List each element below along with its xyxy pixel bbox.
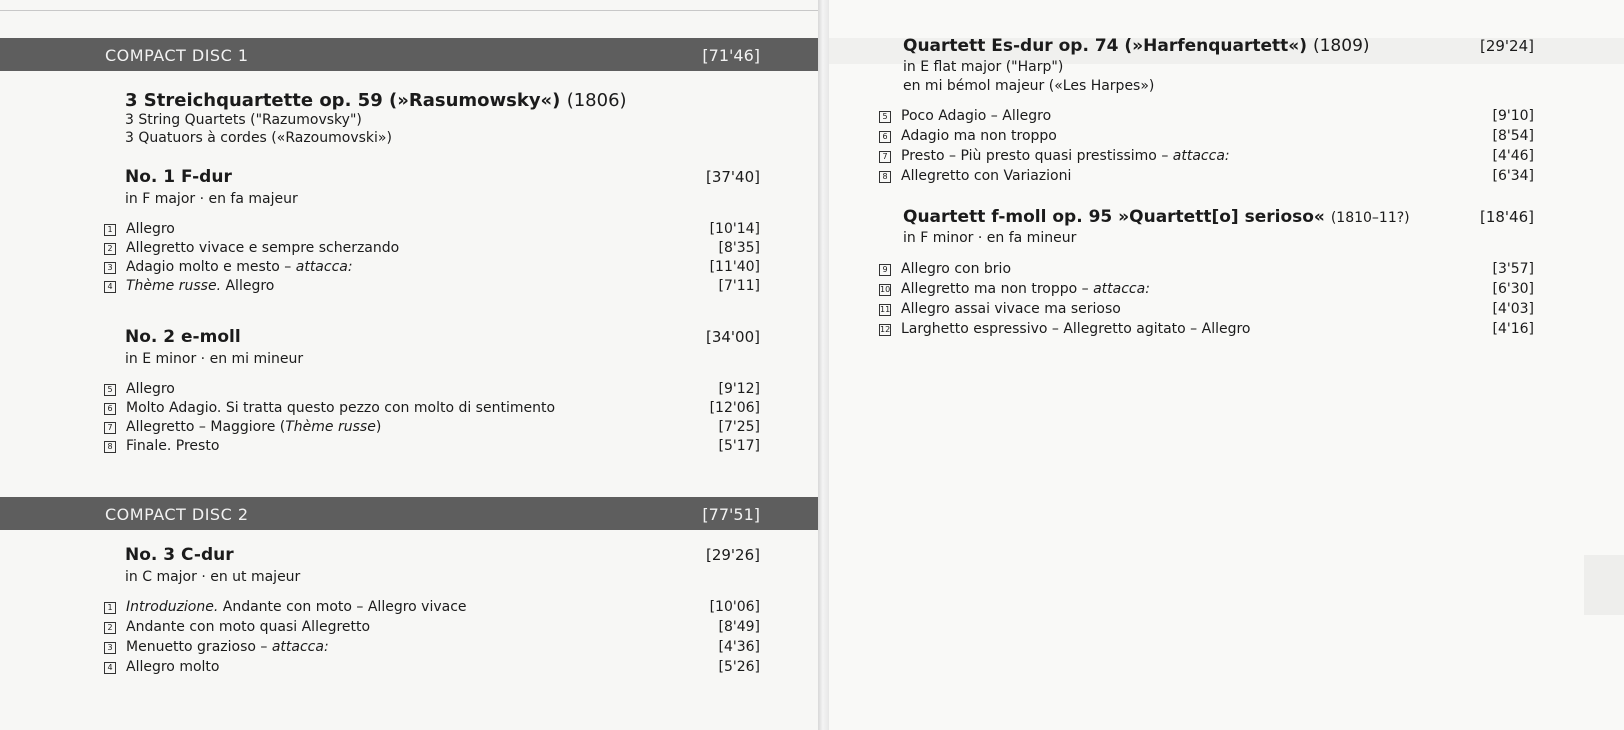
track-title-italic: attacca: — [1093, 281, 1150, 297]
track-duration: [7'25] — [718, 419, 760, 435]
track-number: 5 — [104, 384, 116, 396]
track-title: Allegro — [126, 221, 175, 237]
track-title-italic: attacca: — [1172, 148, 1230, 164]
track-number: 7 — [104, 422, 116, 434]
track-title: Presto – Più presto quasi prestissimo – — [901, 148, 1173, 164]
track-duration: [11'40] — [709, 259, 760, 275]
quartet-1-title: No. 1 F-dur — [125, 167, 232, 187]
track-duration: [12'06] — [709, 400, 760, 416]
quartet-2-key: in E minor · en mi mineur — [125, 351, 304, 367]
op95-title — [903, 207, 1410, 227]
track-title-italic: attacca: — [295, 259, 353, 275]
op74-sub-fr: en mi bémol majeur («Les Harpes») — [903, 78, 1155, 94]
page-gutter — [818, 0, 829, 730]
track-title: Allegretto vivace e sempre scherzando — [126, 240, 400, 256]
track-title: Finale. Presto — [126, 438, 220, 454]
track-title: Larghetto espressivo – Allegretto agitato – Allegro — [901, 321, 1251, 337]
track-duration: [7'11] — [718, 278, 760, 294]
track-row — [104, 400, 555, 416]
track-number: 1 — [104, 224, 116, 236]
work-title-text: 3 Streichquartette op. 59 (»Rasumowsky«) — [125, 90, 561, 111]
track-title: Allegro assai vivace ma serioso — [901, 301, 1121, 317]
track-row — [879, 128, 1057, 144]
quartet-2-title: No. 2 e-moll — [125, 327, 241, 347]
track-number: 10 — [880, 285, 891, 294]
track-title: Andante con moto – Allegro vivace — [218, 599, 467, 615]
track-title-italic: attacca: — [271, 639, 329, 655]
work-subtitle-en: 3 String Quartets ("Razumovsky") — [125, 112, 362, 128]
track-duration: [5'26] — [718, 659, 760, 675]
track-number: 2 — [104, 243, 116, 255]
track-number: 8 — [879, 171, 891, 183]
track-row — [879, 168, 1071, 184]
disc-2-duration: [77'51] — [702, 505, 760, 524]
track-row — [104, 599, 467, 615]
disc-2-header-band — [0, 497, 818, 530]
track-number: 5 — [879, 111, 891, 123]
track-title: Poco Adagio – Allegro — [901, 108, 1052, 124]
track-row — [104, 659, 219, 675]
track-title: Allegro — [221, 278, 275, 294]
disc-1-label: COMPACT DISC 1 — [105, 46, 249, 65]
track-row — [104, 278, 274, 294]
track-number: 3 — [104, 262, 116, 274]
track-duration: [4'03] — [1492, 301, 1534, 317]
track-number: 12 — [880, 325, 891, 334]
track-title: Allegretto con Variazioni — [901, 168, 1072, 184]
track-number: 7 — [879, 151, 891, 163]
track-row — [879, 301, 1121, 317]
track-row — [104, 259, 353, 275]
track-title: Adagio ma non troppo — [901, 128, 1057, 144]
disc-1-header-band — [0, 38, 818, 71]
track-row — [104, 240, 399, 256]
disc-2-label: COMPACT DISC 2 — [105, 505, 249, 524]
op74-duration: [29'24] — [1479, 37, 1534, 55]
track-number: 8 — [104, 441, 116, 453]
track-title-italic: Introduzione. — [126, 599, 219, 615]
op74-sub-en: in E flat major ("Harp") — [903, 59, 1064, 75]
track-number: 2 — [104, 622, 116, 634]
track-row — [104, 639, 329, 655]
disc-1-duration: [71'46] — [702, 46, 760, 65]
track-duration: [6'34] — [1492, 168, 1534, 184]
quartet-1-key: in F major · en fa majeur — [125, 191, 298, 207]
track-duration: [9'10] — [1492, 108, 1534, 124]
op74-year: (1809) — [1312, 36, 1370, 56]
track-duration: [4'46] — [1492, 148, 1534, 164]
track-row — [879, 281, 1150, 297]
page-tab-mark — [1584, 555, 1624, 615]
track-duration: [8'54] — [1492, 128, 1534, 144]
track-number: 3 — [104, 642, 116, 654]
track-duration: [8'49] — [718, 619, 760, 635]
op95-title-text: Quartett f-moll op. 95 »Quartett[o] serioso« — [903, 207, 1325, 227]
track-title: Andante con moto quasi Allegretto — [126, 619, 371, 635]
track-title: Adagio molto e mesto – — [126, 259, 296, 275]
track-duration: [10'06] — [709, 599, 760, 615]
track-title: Allegretto – Maggiore ( — [126, 419, 286, 435]
op74-title-text: Quartett Es-dur op. 74 (»Harfenquartett«) — [903, 36, 1308, 56]
track-number: 1 — [104, 602, 116, 614]
track-row — [879, 321, 1251, 337]
op95-year: (1810–11?) — [1330, 210, 1410, 226]
work-subtitle-fr: 3 Quatuors à cordes («Razoumovski») — [125, 130, 392, 146]
track-duration: [5'17] — [718, 438, 760, 454]
top-rule — [0, 10, 818, 11]
track-row — [104, 381, 175, 397]
track-title: Molto Adagio. Si tratta questo pezzo con molto di sentimento — [126, 400, 556, 416]
track-row — [879, 108, 1051, 124]
op95-key: in F minor · en fa mineur — [903, 230, 1077, 246]
quartet-3-key: in C major · en ut majeur — [125, 569, 301, 585]
quartet-3-duration: [29'26] — [705, 546, 760, 564]
work-year: (1806) — [566, 90, 627, 111]
quartet-2-duration: [34'00] — [705, 328, 760, 346]
track-row — [879, 148, 1230, 164]
track-title-after: ) — [375, 419, 382, 435]
track-row — [104, 419, 381, 435]
quartet-3-title: No. 3 C-dur — [125, 545, 234, 565]
track-number: 4 — [104, 281, 116, 293]
track-number: 6 — [879, 131, 891, 143]
track-duration: [10'14] — [709, 221, 760, 237]
track-row — [104, 619, 370, 635]
track-duration: [3'57] — [1492, 261, 1534, 277]
track-number: 9 — [879, 264, 891, 276]
track-title: Allegretto ma non troppo – — [901, 281, 1094, 297]
op74-title — [903, 36, 1370, 56]
track-title-italic: Thème russe. — [126, 278, 222, 294]
track-title: Menuetto grazioso – — [126, 639, 272, 655]
track-title: Allegro con brio — [901, 261, 1012, 277]
track-row — [879, 261, 1011, 277]
track-duration: [6'30] — [1492, 281, 1534, 297]
track-number: 6 — [104, 403, 116, 415]
track-duration: [9'12] — [718, 381, 760, 397]
track-title-italic: Thème russe — [285, 419, 376, 435]
track-row — [104, 221, 175, 237]
track-row — [104, 438, 219, 454]
track-duration: [4'36] — [718, 639, 760, 655]
track-duration: [8'35] — [718, 240, 760, 256]
right-page — [829, 0, 1624, 730]
work-title — [125, 90, 627, 111]
track-title: Allegro molto — [126, 659, 220, 675]
quartet-1-duration: [37'40] — [705, 168, 760, 186]
op95-duration: [18'46] — [1479, 208, 1534, 226]
track-title: Allegro — [126, 381, 175, 397]
track-number: 11 — [880, 305, 891, 314]
track-number: 4 — [104, 662, 116, 674]
track-duration: [4'16] — [1492, 321, 1534, 337]
